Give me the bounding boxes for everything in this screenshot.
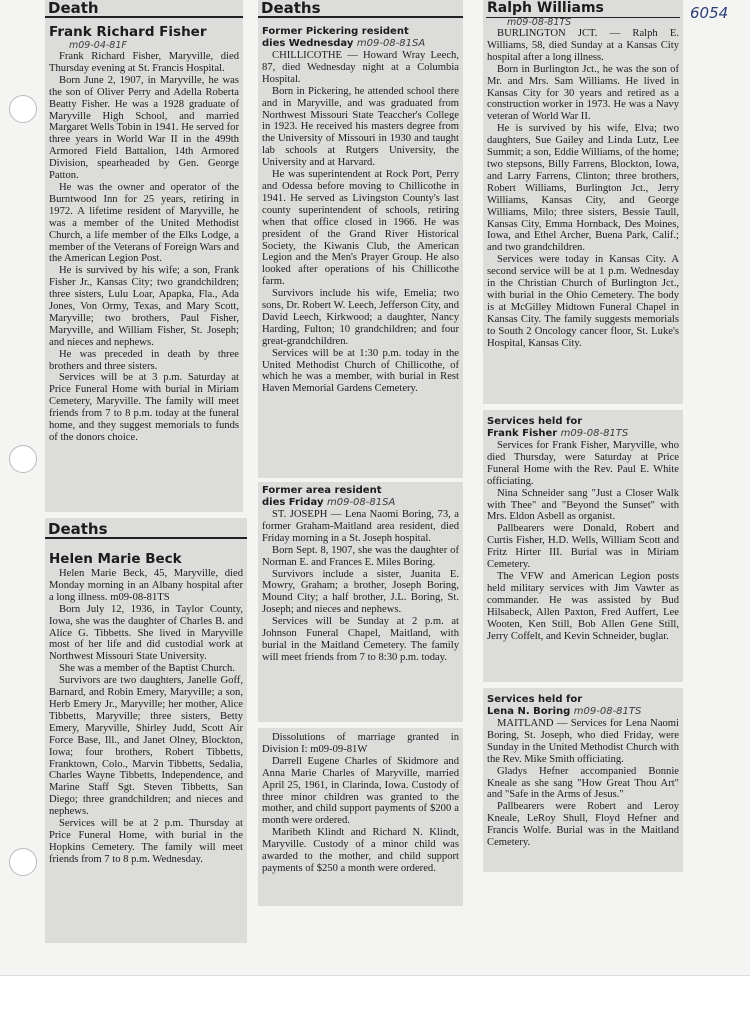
paragraph: The VFW and American Legion posts held military services with Jim Vawter as commander. He was assisted by Bud Hilsabeck, Allen Paxton, Fred Auffert, Lee Wooten, Ken Still, Bob Allen Gene Still, Jerry Coffelt, and Kevin Schneider, buglar. [487,570,679,642]
paragraph: Pallbearers were Robert and Leroy Kneale, LeRoy Shull, Floyd Hefner and Francis Wolfe. Burial was in the Maitland Cemetery. [487,801,679,849]
headline-text: Frank Fisher [487,428,558,439]
paragraph: He is survived by his wife; a son, Frank Fisher Jr., Kansas City; two grandchildren; three sisters, Lulu Loar, Apapka, Fla., Ada Jones, Von Ormy, Texas, and Mary Scott, Maryville; two brothers, Paul Fisher, Maryville, and William Fisher, St. Joseph; and nieces and nephews. [49,265,239,348]
paragraph: Services were today in Kansas City. A second service will be at 1 p.m. Wednesday in the Christian Church of Burlington Jct., with burial in the Ohio Cemetery. The body is at McGilley Midtown Funeral Chapel in Kansas City. The family suggests memorials to South 2 Oncology cancer floor, St. Luke's Hospital, Kansas City. [487,254,679,349]
paragraph: ST. JOSEPH — Lena Naomi Boring, 73, a former Graham-Maitland area resident, died Friday morning in a St. Joseph hospital. [262,509,459,544]
paragraph: Services will be at 1:30 p.m. today in the United Methodist Church of Chillicothe, of which he was a member, with burial in Rest Haven Memorial Gardens Cemetery. [262,347,459,395]
handwritten-note: m09-04-81F [69,40,127,51]
paragraph: Services will be at 3 p.m. Saturday at Price Funeral Home with burial in Miriam Cemetery, Maryville. The family will meet friends from 7 to 8 p.m. today at the funeral home, and they suggest memorials to funds of the donors choice. [49,372,239,443]
headline-text: dies Wednesday [262,38,354,49]
section-heading: Deaths [45,521,247,539]
clipping-frank-fisher [45,0,243,512]
headline-text: Lena N. Boring [487,706,571,717]
clipping-lena-boring-obituary [258,482,463,722]
obituary-title: Frank Richard Fisher [49,24,207,40]
headline-text: dies Friday [262,497,324,508]
obituary-title: Ralph Williams [487,0,604,16]
dissolutions-body [258,732,463,875]
binder-hole-bottom [9,848,37,876]
paragraph: He was superintendent at Rock Port, Perry and Odessa before moving to Chillicothe in 1941. He served as Livingston County's last county superintendent of schools, retiring when that office closed in 1966. He was president of the Grand River Historical Society, the Kiwanis Club, the American Legion and the Men's Prayer Group. He also looked after operations of his Chillicothe farm. [262,169,459,288]
paragraph: Maribeth Klindt and Richard N. Klindt, Maryville. Custody of a minor child was awarded to the mother, and child support payments of $250 a month were ordered. [262,827,459,874]
paragraph: Services for Frank Fisher, Maryville, who died Thursday, were Saturday at Price Funeral Home with the Rev. Paul E. White officiating. [487,440,679,487]
paragraph: Nina Schneider sang "Just a Closer Walk with Thee" and "Beyond the Sunset" with Mrs. Eldon Asbell as organist. [487,487,679,523]
obituary-body [483,28,683,349]
paragraph: Gladys Hefner accompanied Bonnie Kneale as she sang "How Great Thou Art" and "Safe in the Arms of Jesus." [487,765,679,801]
obituary-body [483,718,683,849]
paragraph: Born June 2, 1907, in Maryville, he was the son of Oliver Perry and Adella Roberta Beatty Fisher. He was a 1928 graduate of Maryville High School, and married Margaret Wells Tobin in 1941. He served for three years in World War II in the 499th Armored Field Battalion, 14th Armored Division, spearheaded by Gen. George Patton. [49,74,239,182]
obituary-body [45,568,247,866]
paragraph: He is survived by his wife, Elva; two daughters, Sue Gailey and Linda Lutz, Lee Summit; a son, Eddie Williams, of the home; two stepsons, Billy Farrens, Blockton, Iowa, and Larry Farrens, Clinton; three brothers, Robert Williams, Burlington Jct., Jerry Williams, Kansas City, and George Williams, Milo; three sisters, Bessie Taull, Kansas City, Emma Hornback, Des Moines, Iowa, and Ethel Archer, Buena Park, Calif.; and two grandchildren. [487,123,679,254]
handwritten-note: m09-08-81SA [356,38,426,49]
section-heading: Death [45,0,243,18]
obituary-body [483,440,683,642]
clipping-helen-beck [45,518,247,943]
obituary-body [45,51,243,444]
paragraph: Dissolutions of marriage granted in Division I: m09-09-81W [262,732,459,755]
paragraph: Survivors include his wife, Emelia; two sons, Dr. Robert W. Leech, Jefferson City, and David Leech, Kirkwood; a daughter, Nancy Harding, Fulton; 10 grandchildren; and four great-grandchildren. [262,288,459,347]
obituary-headline: Services held for [487,694,583,705]
paragraph: BURLINGTON JCT. — Ralph E. Williams, 58, died Sunday at a Kansas City hospital after a long illness. [487,28,679,63]
paragraph: CHILLICOTHE — Howard Wray Leech, 87, died Wednesday night at a Columbia Hospital. [262,50,459,85]
clipping-frank-fisher-services [483,410,683,682]
paragraph: Born Sept. 8, 1907, she was the daughter of Norman E. and Frances E. Miles Boring. [262,544,459,568]
paragraph: Services will be at 2 p.m. Thursday at Price Funeral Home, with burial in the Hopkins Cemetery. The family will meet friends from 7 to 8 p.m. Wednesday. [49,818,243,865]
paragraph: Survivors include a sister, Juanita E. Mowry, Graham; a brother, Joseph Boring, Mound City; a half brother, J.L. Boring, St. Joseph; and nieces and nephews. [262,568,459,616]
obituary-headline: Former Pickering resident [262,26,409,37]
obituary-headline [483,706,683,718]
binder-hole-top [9,95,37,123]
handwritten-note: m09-08-81TS [573,706,642,717]
paragraph: She was a member of the Baptist Church. [59,663,235,675]
obituary-body [258,509,463,664]
section-heading: Deaths [258,0,463,18]
handwritten-note: m09-08-81TS [507,17,572,28]
obituary-headline [483,428,683,440]
clipping-dissolutions [258,728,463,906]
paragraph: He was the owner and operator of the Burntwood Inn for 25 years, retiring in 1972. A lifetime resident of Maryville, he was a member of the United Methodist Church, a life member of the Elks Lodge, a member of the Veterans of Foreign Wars and the American Legion Post. [49,181,239,265]
paragraph: Born in Pickering, he attended school there and in Maryville, and was graduated from Northwest Missouri State Teaccher's College in 1923. He received his masters degree from the University of Missouri in 1930 and taught lab schools at Rutgers University, the University and at Harvard. [262,85,459,169]
handwritten-note: m09-08-81TS [560,428,629,439]
obituary-headline: Former area resident [262,485,382,496]
paragraph: Pallbearers were Donald, Robert and Curtis Fisher, H.D. Wells, William Scott and Fritz Hirter III. Burial was in Miriam Cemetery. [487,523,679,571]
paragraph: He was preceded in death by three brothers and three sisters. [49,348,239,372]
paragraph: Born in Burlington Jct., he was the son of Mr. and Mrs. Sam Williams. He lived in Kansas City for 30 years and retired as a construction worker in 1973. He was a Navy veteran of World War II. [487,63,679,123]
binder-hole-middle [9,445,37,473]
clipping-lena-boring-services [483,688,683,872]
paragraph: Services will be Sunday at 2 p.m. at Johnson Funeral Chapel, Maitland, with burial in the Maitland Cemetery. The family will meet friends from 7 to 8:30 p.m. today. [262,616,459,663]
obituary-body [258,50,463,395]
clipping-ralph-williams [483,0,683,404]
paragraph: Helen Marie Beck, 45, Maryville, died Monday morning in an Albany hospital after a long illness. m09-08-81TS [49,568,243,603]
obituary-title: Helen Marie Beck [49,551,182,567]
paragraph: Frank Richard Fisher, Maryville, died Thursday evening at St. Francis Hospital. [49,51,239,74]
page-number: 6054 [690,4,729,22]
page-bottom-margin [0,975,750,1034]
handwritten-note: m09-08-81SA [326,497,396,508]
paragraph: Born July 12, 1936, in Taylor County, Iowa, she was the daughter of Charles B. and Alice G. Tibbetts. She lived in Maryville most of her life and did custodial work at Northwest Missouri State University. [49,603,243,663]
paragraph: MAITLAND — Services for Lena Naomi Boring, St. Joseph, who died Friday, were Sunday in the United Methodist Church with the Rev. Mike Smith officiating. [487,718,679,765]
obituary-headline [258,497,463,509]
paragraph: Survivors are two daughters, Janelle Goff, Barnard, and Robin Emery, Maryville; a son, Herb Emery Jr., Maryville; her mother, Alice Tibbetts, Maryville; three sisters, Betty Emery, Maryville, Shirley Judd, Scott Air Force Base, Ill., and Janet Olney, Blockton, Iowa; four brothers, Robert Tibbetts, Franktown, Colo., Marvin Tibbetts, Sedalia, Charles Wayne Tibbetts, Independence, and Marine Staff Sgt. Steven Tibbetts, San Diego; three grandchildren; and nieces and nephews. [49,675,243,818]
obituary-headline [258,38,463,50]
paragraph: Darrell Eugene Charles of Skidmore and Anna Marie Charles of Maryville, married April 25, 1961, in Clarinda, Iowa. Custody of three minor children was granted to the mother, and child support payments of $200 a month were ordered. [262,755,459,827]
obituary-headline: Services held for [487,416,583,427]
clipping-howard-leech [258,0,463,478]
